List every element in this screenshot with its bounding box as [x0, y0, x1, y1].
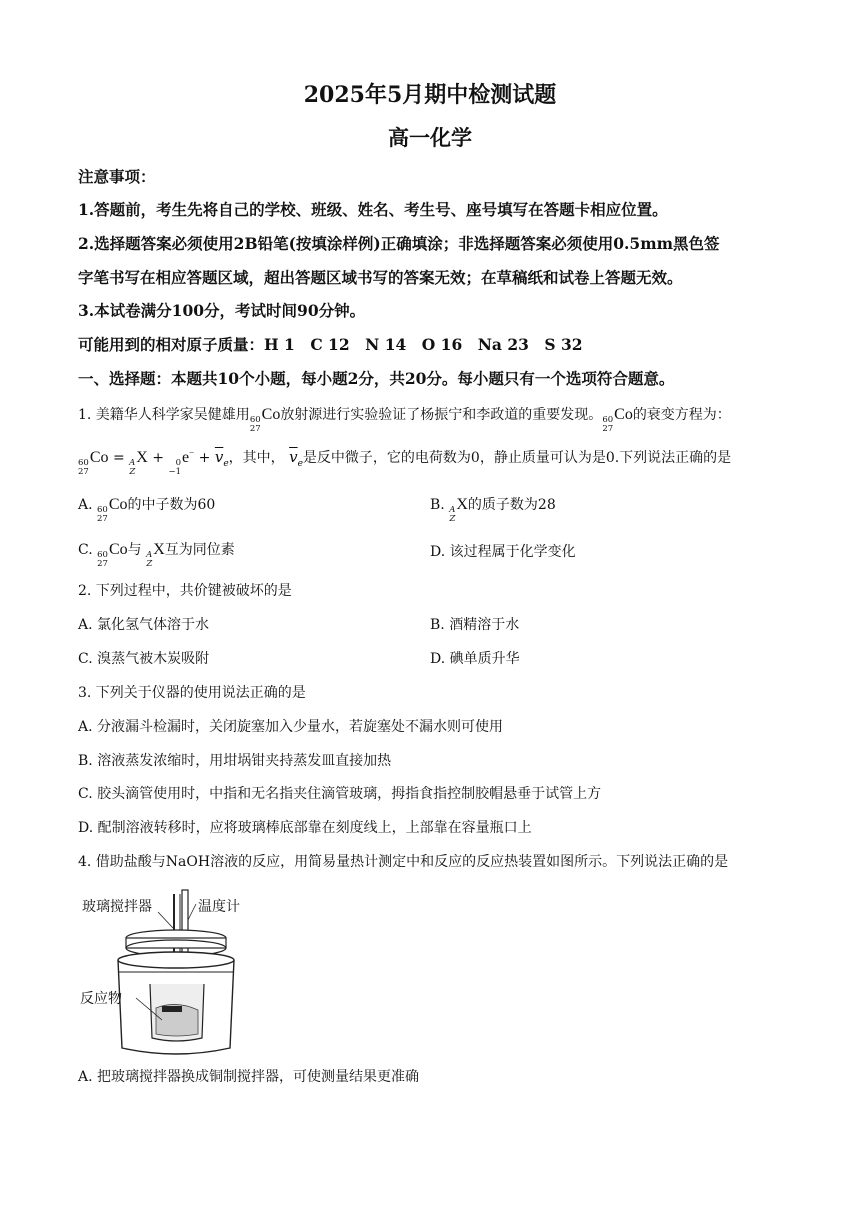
q2-option-b: B. 酒精溶于水: [430, 617, 520, 633]
notice-item-2-cont: 字笔书写在相应答题区域，超出答题区域书写的答案无效；在草稿纸和试卷上答题无效。: [78, 268, 683, 287]
q1-equation-line: 60 27 Co = A Z X + 0 −1 $e^- + \overline{v}_e$，其中， $\overline{v}_e$是反中微子，它的电荷数为0，静止质量可认为是0.下列说法正确的是: [78, 447, 732, 477]
q3-option-d: D. 配制溶液转移时，应将玻璃棒底部靠在刻度线上，上部靠在容量瓶口上: [78, 820, 532, 836]
q1-part1: 1. 美籍华人科学家吴健雄用: [78, 407, 250, 423]
label-stirrer: 玻璃搅拌器: [82, 899, 152, 915]
q3-option-c: C. 胶头滴管使用时，中指和无名指夹住滴管玻璃，拇指食指控制胶帽悬垂于试管上方: [78, 786, 602, 802]
q3-stem: 3. 下列关于仪器的使用说法正确的是: [78, 685, 306, 701]
notice-item-3: 3.本试卷满分100分，考试时间90分钟。: [78, 301, 366, 320]
q2-option-d: D. 碘单质升华: [430, 651, 520, 667]
q1-option-c: C. 60 27 Co与 A Z X互为同位素: [78, 541, 235, 569]
section1-heading: 一、选择题：本题共10个小题，每小题2分，共20分。每小题只有一个选项符合题意。: [78, 369, 675, 388]
eq-electron: 0 −1 e−: [168, 447, 195, 477]
q3-option-a: A. 分液漏斗检漏时，关闭旋塞加入少量水，若旋塞处不漏水则可使用: [78, 719, 504, 735]
exam-title: 2025年5月期中检测试题: [303, 82, 557, 108]
notice-item-1: 1.答题前，考生先将自己的学校、班级、姓名、考生号、座号填写在答题卡相应位置。: [78, 200, 668, 219]
q3-option-b: B. 溶液蒸发浓缩时，用坩埚钳夹持蒸发皿直接加热: [78, 753, 392, 769]
q2-stem: 2. 下列过程中，共价键被破坏的是: [78, 583, 292, 599]
calorimeter-figure: [78, 888, 258, 1058]
q1-part2: 放射源进行实验验证了杨振宁和李政道的重要发现。: [280, 407, 603, 423]
antineutrino-symbol: $\overline{v}$: [289, 448, 298, 466]
co60-nuclide-2: 60 27 Co: [602, 406, 633, 434]
q2-option-a: A. 氯化氢气体溶于水: [78, 617, 210, 633]
eq-antineutrino: $\overline{v}$: [214, 448, 224, 466]
q1-option-a: A. 60 27 Co的中子数为60: [78, 496, 216, 524]
q1-eq-desc: 是反中微子，它的电荷数为0，静止质量可认为是0.下列说法正确的是: [302, 450, 732, 466]
q1-part3: 的衰变方程为：: [632, 407, 731, 423]
q4-option-a: A. 把玻璃搅拌器换成铜制搅拌器，可使测量结果更准确: [78, 1069, 420, 1085]
eq-x: A Z X: [129, 449, 148, 477]
eq-co: 60 27 Co: [78, 449, 109, 477]
atomic-masses: 可能用到的相对原子质量：H 1 C 12 N 14 O 16 Na 23 S 32: [78, 335, 583, 354]
label-reactant: 反应物: [80, 991, 122, 1007]
notice-heading: 注意事项：: [78, 167, 156, 186]
q2-option-c: C. 溴蒸气被木炭吸附: [78, 651, 210, 667]
co60-nuclide: 60 27 Co: [249, 406, 281, 434]
q1-option-d: D. 该过程属于化学变化: [430, 544, 576, 560]
exam-subject: 高一化学: [388, 125, 472, 150]
notice-item-2: 2.选择题答案必须使用2B铅笔(按填涂样例)正确填涂；非选择题答案必须使用0.5mm黑色签: [78, 234, 720, 253]
q1-eq-tail: ，其中，: [228, 450, 285, 466]
q1-stem-line1: [78, 404, 731, 434]
q1-option-b: B. A Z X的质子数为28: [430, 496, 556, 524]
q4-stem: 4. 借助盐酸与NaOH溶液的反应，用简易量热计测定中和反应的反应热装置如图所示。下列说法正确的是: [78, 854, 729, 870]
label-thermometer: 温度计: [198, 899, 240, 915]
